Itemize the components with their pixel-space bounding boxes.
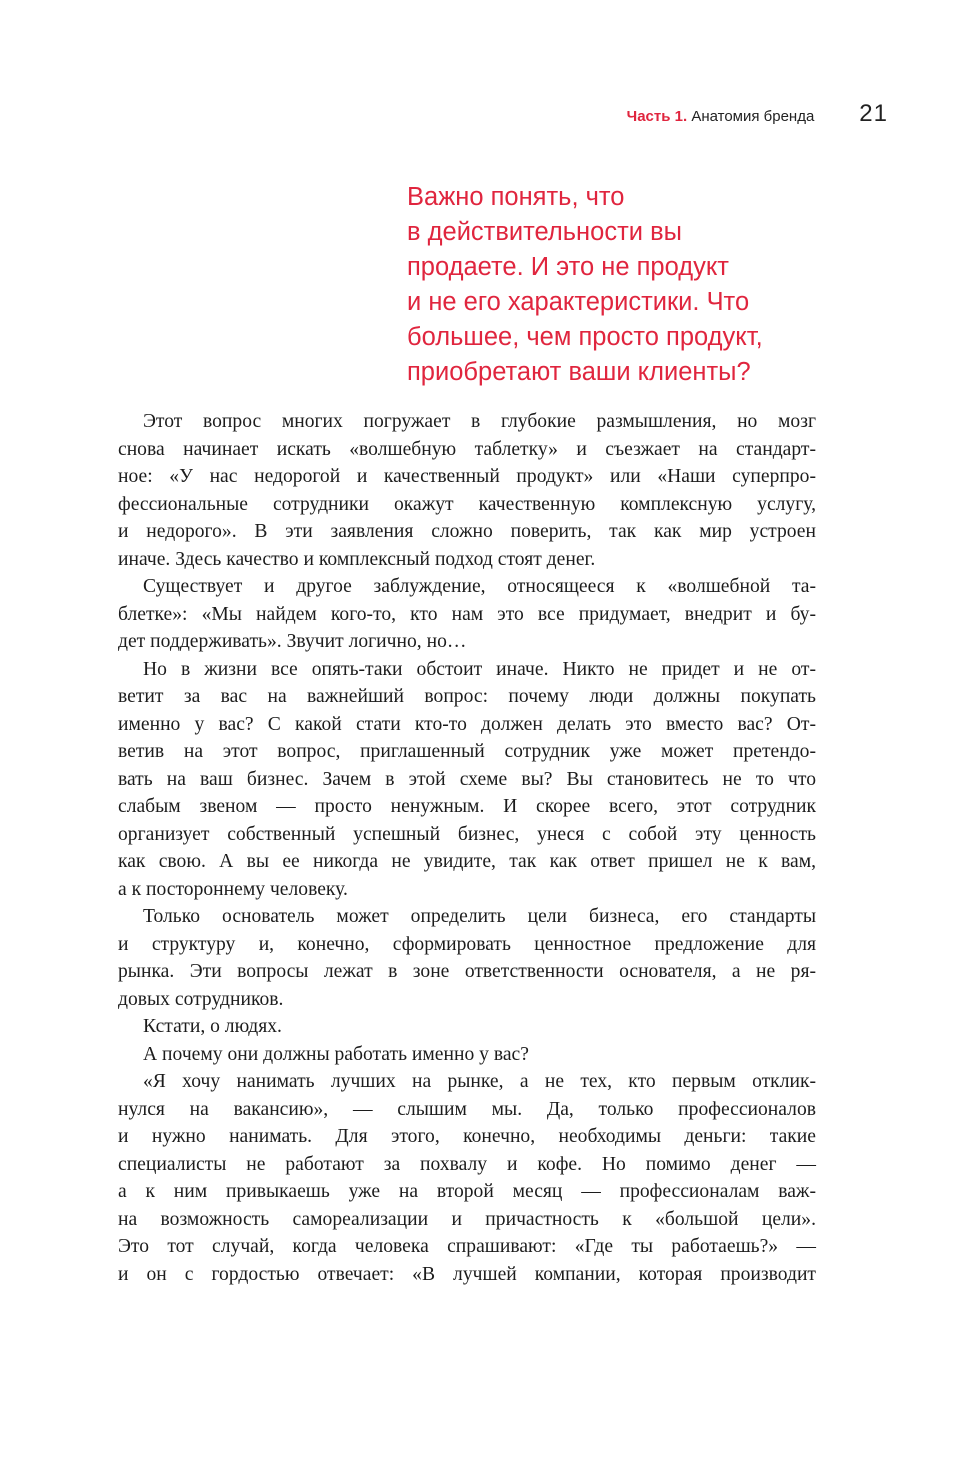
page-number: 21 — [859, 100, 888, 127]
body-line: Кстати, о людях. — [143, 1016, 282, 1037]
chapter-title: Анатомия бренда — [691, 108, 815, 125]
body-line: иначе. Здесь качество и комплексный подход стоят денег. — [118, 548, 596, 570]
body-text — [118, 408, 816, 1288]
pull-quote-line: и не его характеристики. Что — [407, 288, 750, 316]
pull-quote-line: в действительности вы — [407, 218, 682, 246]
body-line: Это тот случай, когда человека спрашивают: «Где ты работаешь?» — — [118, 1236, 816, 1257]
body-line: Только основатель может определить цели бизнеса, его стандарты — [143, 906, 816, 927]
body-line: и он с гордостью отвечает: «В лучшей компании, которая производит — [118, 1263, 816, 1285]
body-line: именно у вас? С какой стати кто-то должен делать это вместо вас? От- — [118, 713, 816, 735]
running-header — [627, 100, 888, 128]
body-line: рынка. Эти вопросы лежат в зоне ответственности основателя, а не ря- — [118, 961, 816, 982]
chapter-label — [627, 108, 815, 125]
body-line: фессиональные сотрудники окажут качественную комплексную услугу, — [118, 493, 816, 515]
body-line: довых сотрудников. — [118, 988, 284, 1010]
body-line: организует собственный успешный бизнес, унеся с собой эту ценность — [118, 823, 816, 845]
body-line: на возможность самореализации и причастность к «большой цели». — [118, 1208, 816, 1230]
body-line: дет поддерживать». Звучит логично, но… — [118, 631, 467, 652]
body-line: ветит за вас на важнейший вопрос: почему люди должны покупать — [118, 686, 816, 707]
body-line: А почему они должны работать именно у вас? — [143, 1043, 529, 1065]
body-line: и недорого». В эти заявления сложно поверить, так как мир устроен — [118, 521, 816, 542]
body-line: и структуру и, конечно, сформировать ценностное предложение для — [118, 933, 816, 955]
body-line: специалисты не работают за похвалу и кофе. Но помимо денег — — [118, 1153, 816, 1175]
body-line: как свою. А вы ее никогда не увидите, так как ответ пришел не к вам, — [118, 851, 816, 872]
body-line: а к ним привыкаешь уже на второй месяц — профессионалам важ- — [118, 1181, 816, 1202]
body-line: ное: «У нас недорогой и качественный продукт» или «Наши суперпро- — [118, 466, 816, 487]
body-line: слабым звеном — просто ненужным. И скорее всего, этот сотрудник — [118, 796, 816, 817]
body-line: Этот вопрос многих погружает в глубокие размышления, но мозг — [143, 411, 816, 432]
body-line: вать на ваш бизнес. Зачем в этой схеме вы? Вы становитесь не то что — [118, 768, 816, 790]
pull-quote-line: приобретают ваши клиенты? — [407, 358, 751, 386]
body-line: Но в жизни все опять-таки обстоит иначе. Никто не придет и не от- — [143, 658, 816, 680]
body-line: а к постороннему человеку. — [118, 878, 348, 900]
body-line: снова начинает искать «волшебную таблетку» и съезжает на стандарт- — [118, 438, 816, 460]
body-line: «Я хочу нанимать лучших на рынке, а не тех, кто первым отклик- — [143, 1071, 816, 1092]
pull-quote-line: продаете. И это не продукт — [407, 253, 729, 281]
pull-quote-line: большее, чем просто продукт, — [407, 323, 763, 351]
body-line: нулся на вакансию», — слышим мы. Да, только профессионалов — [118, 1098, 816, 1120]
pull-quote — [407, 180, 837, 390]
pull-quote-line: Важно понять, что — [407, 183, 625, 211]
part-label: Часть 1. — [626, 108, 688, 125]
body-line: блетке»: «Мы найдем кого-то, кто нам это все придумает, внедрит и бу- — [118, 603, 816, 625]
body-line: и нужно нанимать. Для этого, конечно, необходимы деньги: такие — [118, 1126, 816, 1147]
body-line: Существует и другое заблуждение, относящееся к «волшебной та- — [143, 576, 816, 597]
body-line: ветив на этот вопрос, приглашенный сотрудник уже может претендо- — [118, 741, 816, 762]
